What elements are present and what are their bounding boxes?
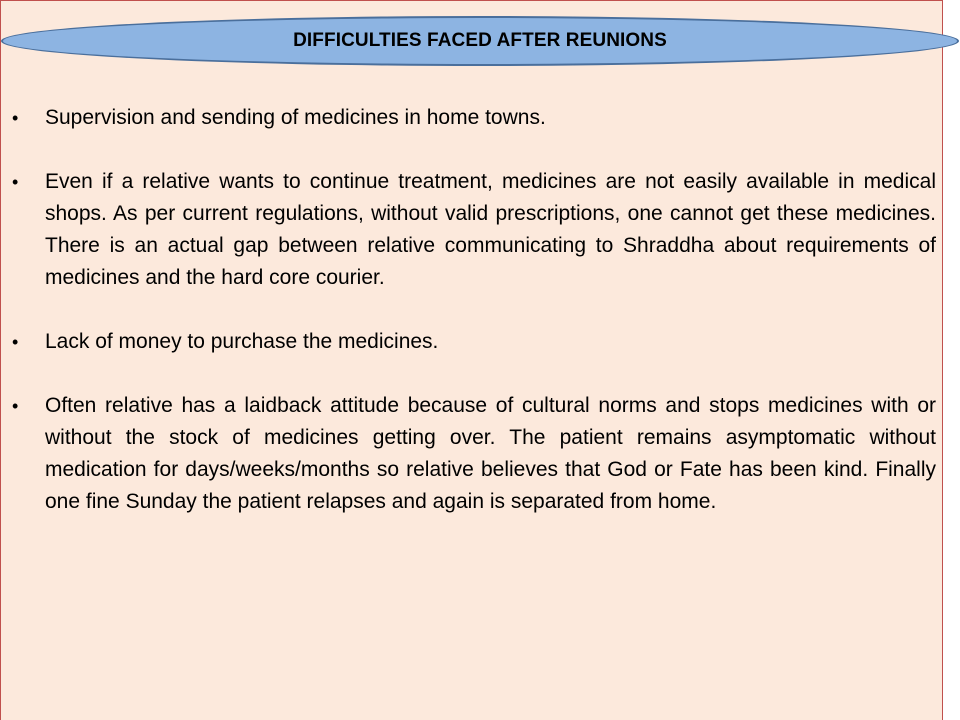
bullet-marker: • (12, 108, 19, 128)
bullet-text: Often relative has a laidback attitude because of cultural norms and stops medicines with or without the stock of medicines getting over. The patient remains asymptomatic without medication for days/weeks/months so relative believes that God or Fate has been kind. Finally one fine Sunday the patient relapses and again is separated from home. (45, 394, 936, 513)
slide-title: DIFFICULTIES FACED AFTER REUNIONS (293, 30, 667, 51)
bullet-marker: • (12, 396, 19, 416)
bullet-item-attitude (12, 390, 936, 518)
bullet-marker: • (12, 172, 19, 192)
title-banner (1, 16, 959, 66)
bullet-item-money (12, 326, 936, 358)
bullet-text: Supervision and sending of medicines in home towns. (45, 106, 546, 129)
bullet-text: Even if a relative wants to continue treatment, medicines are not easily available in medical shops. As per current regulations, without valid prescriptions, one cannot get these medicines. There is an actual gap between relative communicating to Shraddha about requirements of medicines and the hard core courier. (45, 170, 936, 289)
bullet-list (12, 102, 936, 550)
bullet-marker: • (12, 332, 19, 352)
bullet-text: Lack of money to purchase the medicines. (45, 330, 439, 353)
bullet-item-supervision (12, 102, 936, 134)
bullet-item-availability (12, 166, 936, 294)
